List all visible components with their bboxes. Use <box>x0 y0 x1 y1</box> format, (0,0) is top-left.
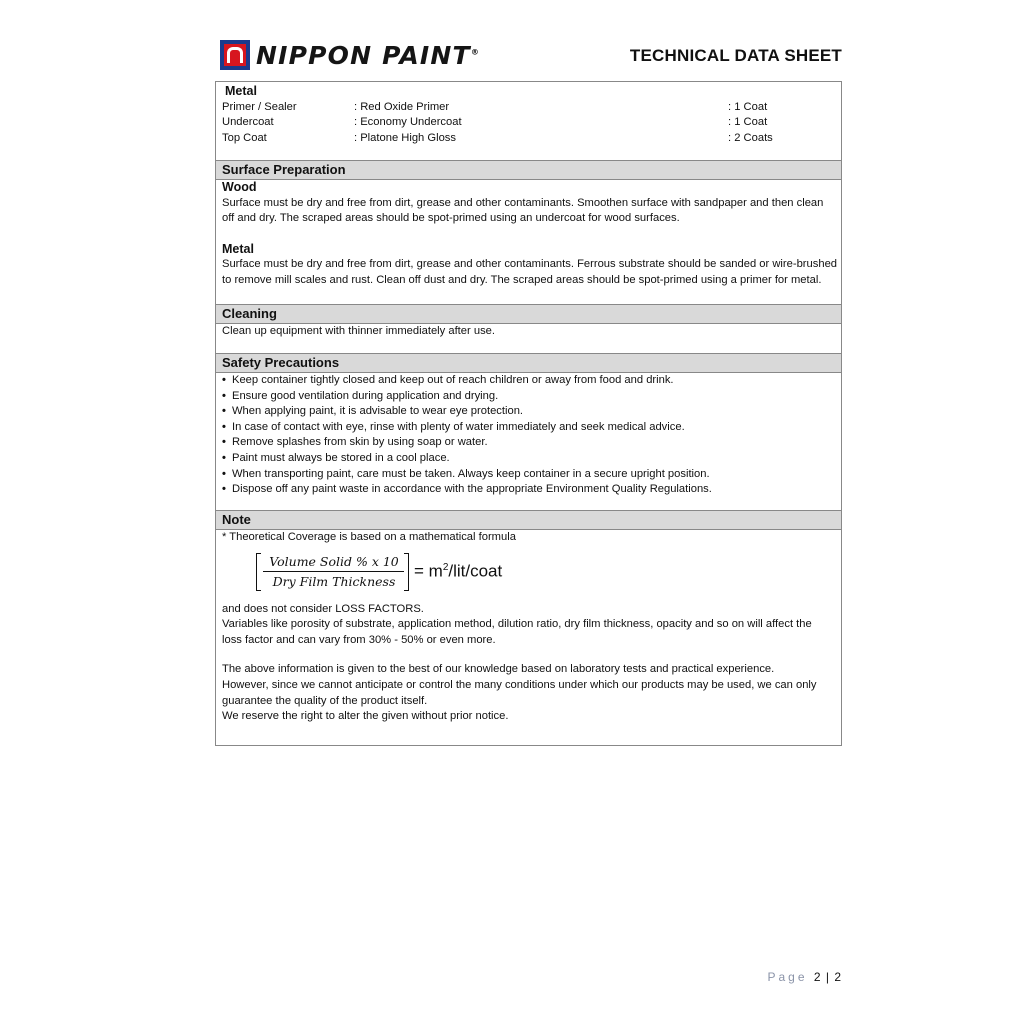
page-value: 2 | 2 <box>813 970 842 984</box>
list-item: • Paint must always be stored in a cool place. <box>221 451 835 467</box>
disclaimer-line: We reserve the right to alter the given without prior notice. <box>222 710 509 723</box>
list-item: • Keep container tightly closed and keep out of reach children or away from food and drink. <box>221 373 835 389</box>
safety-precautions-heading: Safety Precautions <box>216 353 841 373</box>
brand-name: NIPPON PAINT® <box>256 40 481 70</box>
formula-bracket-left <box>256 553 261 591</box>
note-heading: Note <box>216 510 841 530</box>
coverage-formula <box>256 552 835 600</box>
note-block <box>222 530 835 725</box>
document-title: TECHNICAL DATA SHEET <box>629 46 842 65</box>
metal-text-line: to remove mill scales and rust. Clean off dust and dry. The scraped areas should be spot-primed using a primer for metal. <box>222 273 822 286</box>
formula-fraction-line <box>263 571 404 572</box>
cleaning-text: Clean up equipment with thinner immediately after use. <box>222 325 495 337</box>
cleaning-heading: Cleaning <box>216 304 841 324</box>
note-text-line: Variables like porosity of substrate, application method, dilution ratio, dry film thickness, opacity and so on will affect the <box>222 618 812 631</box>
disclaimer-line: guarantee the quality of the product itself. <box>222 694 428 707</box>
metal-text-line: Surface must be dry and free from dirt, grease and other contaminants. Ferrous substrate should be sanded or wire-brushed <box>222 258 838 271</box>
wood-text-line: Surface must be dry and free from dirt, grease and other contaminants. Smoothen surface with sandpaper and then clean <box>222 196 824 209</box>
list-item: • In case of contact with eye, rinse with plenty of water immediately and seek medical advice. <box>221 420 835 436</box>
metal-system-block <box>222 84 835 146</box>
note-text-line: and does not consider LOSS FACTORS. <box>222 602 424 615</box>
note-text-line: loss factor and can vary from 30% - 50% or even more. <box>222 633 496 646</box>
page-number <box>767 970 842 984</box>
list-item: • Remove splashes from skin by using soap or water. <box>221 435 835 451</box>
page-header <box>220 38 842 74</box>
formula-result: = $m^2/lit$/coat <box>414 561 503 581</box>
disclaimer-line: The above information is given to the best of our knowledge based on laboratory tests and practical experience. <box>222 663 775 676</box>
list-item: • Ensure good ventilation during application and drying. <box>221 389 835 405</box>
disclaimer-line: However, since we cannot anticipate or control the many conditions under which our products may be used, we can only <box>222 678 817 691</box>
system-row: Primer / Sealer : Red Oxide Primer : 1 Coat <box>222 100 768 113</box>
cleaning-block <box>222 324 835 340</box>
list-item: • Dispose off any paint waste in accordance with the appropriate Environment Quality Regulations. <box>221 482 835 498</box>
note-intro: * Theoretical Coverage is based on a mathematical formula <box>222 531 516 543</box>
system-row: Top Coat : Platone High Gloss : 2 Coats <box>222 131 773 144</box>
surface-preparation-block <box>222 180 838 289</box>
nippon-paint-logo <box>220 40 480 70</box>
safety-block <box>221 373 835 498</box>
formula-numerator: Volume Solid % x 10 <box>269 553 399 569</box>
nippon-logo-icon <box>220 40 250 70</box>
data-sheet-table <box>215 81 842 746</box>
wood-heading: Wood <box>222 180 257 194</box>
wood-text-line: off and dry. The scraped areas should be spot-primed using an undercoat for wood surfaces. <box>222 212 680 225</box>
surface-preparation-heading: Surface Preparation <box>216 160 841 180</box>
safety-list <box>221 373 835 498</box>
metal-heading: Metal <box>222 241 254 256</box>
list-item: • When applying paint, it is advisable to wear eye protection. <box>221 404 835 420</box>
system-row: Undercoat : Economy Undercoat : 1 Coat <box>222 116 768 129</box>
formula-bracket-right <box>404 553 409 591</box>
formula-denominator: Dry Film Thickness <box>272 573 396 589</box>
list-item: • When transporting paint, care must be taken. Always keep container in a secure upright position. <box>221 467 835 483</box>
page-label: Page <box>767 970 808 984</box>
metal-system-heading: Metal <box>225 84 257 98</box>
